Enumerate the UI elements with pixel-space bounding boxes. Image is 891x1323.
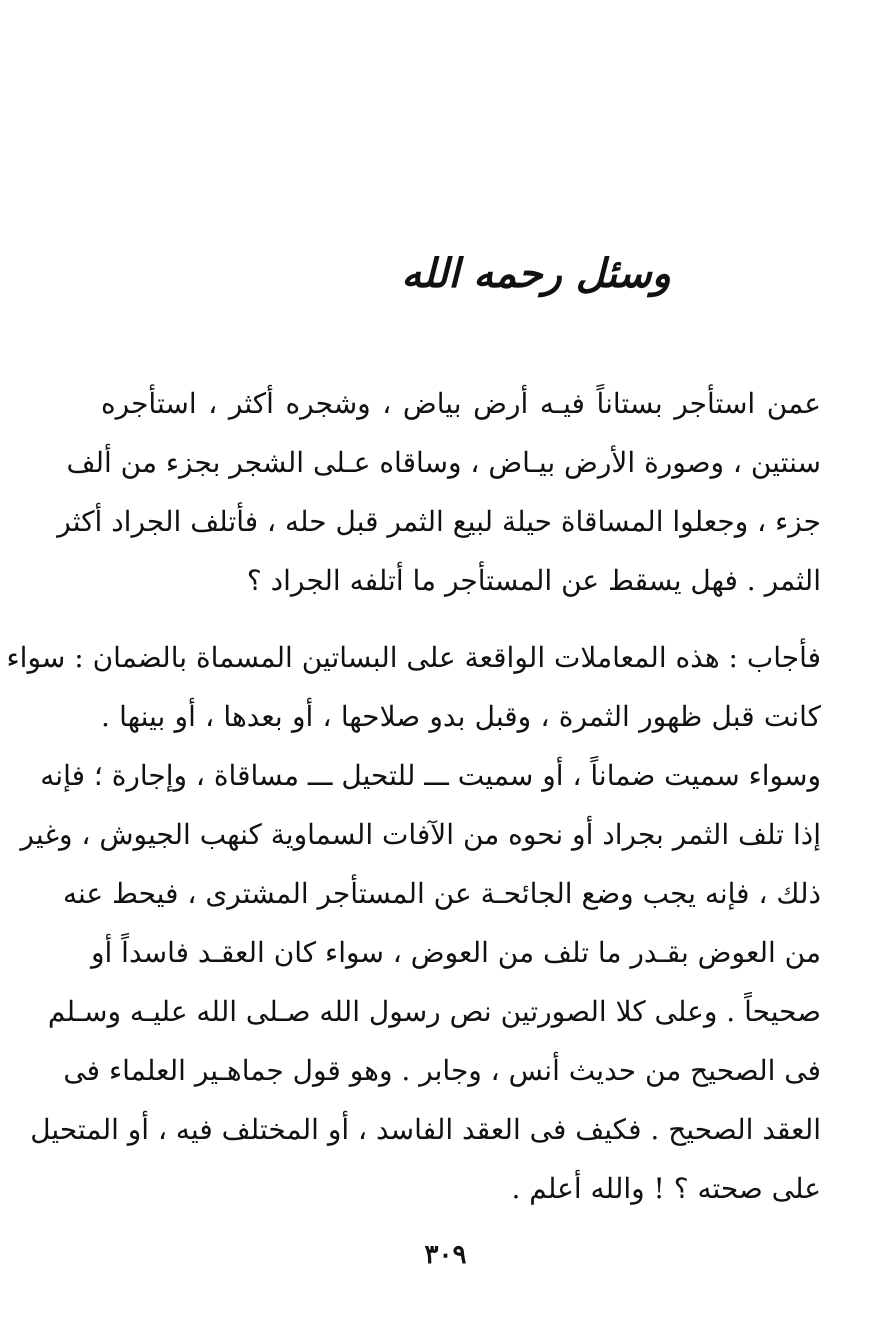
question-paragraph xyxy=(57,374,822,610)
answer-line: وسواء سميت ضماناً ، أو سميت ـــ للتحيل ـــ مساقاة ، وإجارة ؛ فإنه xyxy=(40,759,821,792)
answer-line: إذا تلف الثمر بجراد أو نحوه من الآفات السماوية كنهب الجيوش ، وغير xyxy=(20,818,821,851)
answer-line: كانت قبل ظهور الثمرة ، وقبل بدو صلاحها ، أو بعدها ، أو بينها . xyxy=(101,700,821,733)
answer-line: العقد الصحيح . فكيف فى العقد الفاسد ، أو المختلف فيه ، أو المتحيل xyxy=(30,1113,821,1146)
answer-line: ذلك ، فإنه يجب وضع الجائحـة عن المستأجر المشترى ، فيحط عنه xyxy=(62,877,821,910)
answer-line: على صحته ؟ ! والله أعلم . xyxy=(511,1172,821,1205)
page-number: ٣٠٩ xyxy=(424,1240,467,1270)
question-line: عمن استأجر بستاناً فيـه أرض بياض ، وشجره أكثر ، استأجره xyxy=(101,387,822,420)
answer-paragraph xyxy=(6,628,821,1218)
section-heading: وسئل رحمه الله xyxy=(401,250,671,297)
question-line: الثمر . فهل يسقط عن المستأجر ما أتلفه الجراد ؟ xyxy=(246,564,821,597)
question-line: جزء ، وجعلوا المساقاة حيلة لبيع الثمر قبل حله ، فأتلف الجراد أكثر xyxy=(57,505,821,538)
answer-line: فى الصحيح من حديث أنس ، وجابر . وهو قول جماهـير العلماء فى xyxy=(63,1054,821,1087)
answer-line: من العوض بقـدر ما تلف من العوض ، سواء كان العقـد فاسداً أو xyxy=(90,936,821,969)
question-line: سنتين ، وصورة الأرض بيـاض ، وساقاه عـلى الشجر بجزء من ألف xyxy=(66,446,821,479)
answer-line: فأجاب : هذه المعاملات الواقعة على البساتين المسماة بالضمان : سواء xyxy=(6,641,821,674)
answer-line: صحيحاً . وعلى كلا الصورتين نص رسول الله صـلى الله عليـه وسـلم xyxy=(47,995,821,1028)
